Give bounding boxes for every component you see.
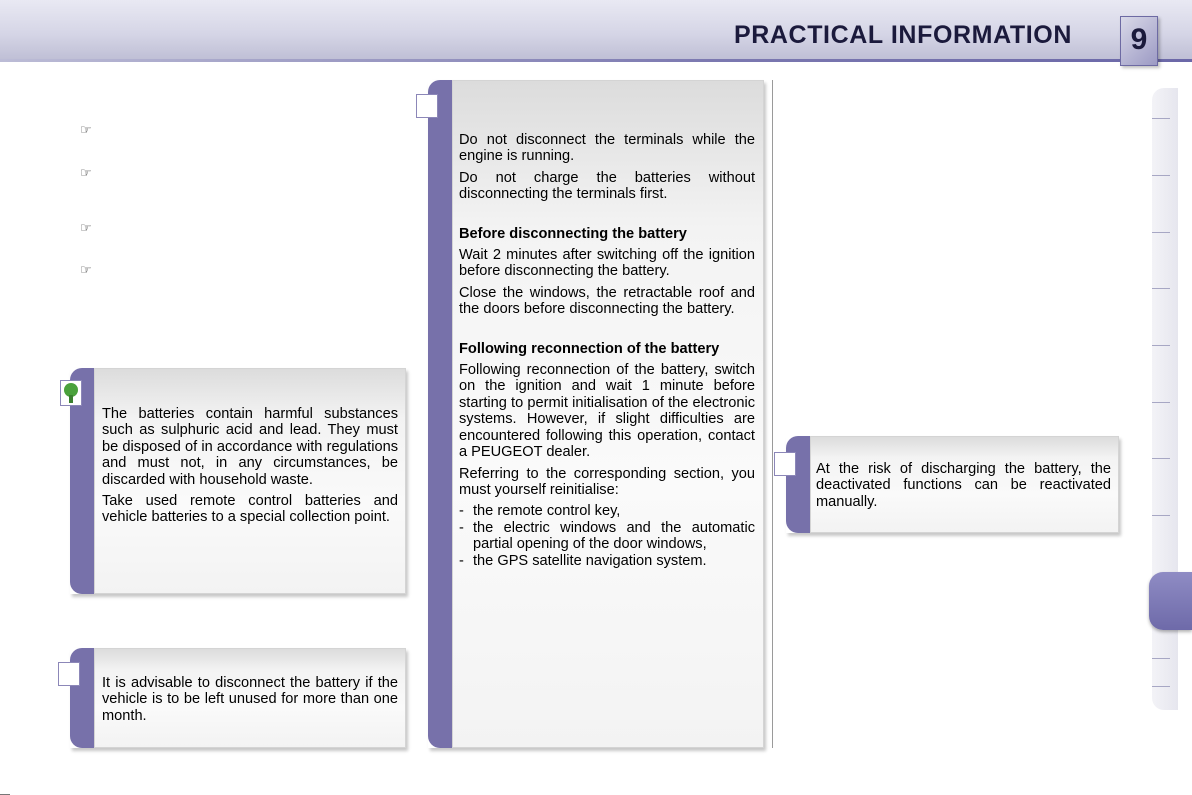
square-icon — [58, 662, 80, 686]
square-icon — [416, 94, 438, 118]
box-side-bar — [786, 436, 810, 533]
tab-divider — [1152, 118, 1170, 119]
section-heading: Before disconnecting the battery — [459, 225, 687, 242]
environment-box — [70, 368, 406, 594]
warning-intro: Do not disconnect the terminals while the engine is running. — [459, 132, 755, 165]
tab-divider — [1152, 175, 1170, 176]
tab-divider — [1152, 232, 1170, 233]
warning-box — [428, 80, 764, 748]
environment-paragraph: Take used remote control batteries and vehicle batteries to a special collection point. — [102, 493, 398, 526]
section-paragraph: Referring to the corresponding section, you must yourself reinitialise: — [459, 465, 755, 498]
reinitialise-list — [459, 503, 755, 569]
note-paragraph: At the risk of discharging the battery, the deactivated functions can be reactivated manually. — [816, 461, 1111, 510]
section-paragraph: Close the windows, the retractable roof and the doors before disconnecting the battery. — [459, 284, 755, 318]
note-box — [786, 436, 1119, 533]
chapter-tab — [1120, 16, 1158, 66]
warning-intro: Do not charge the batteries without disconnecting the terminals first. — [459, 169, 755, 203]
page-title: PRACTICAL INFORMATION — [733, 21, 1072, 49]
warning-text — [459, 132, 755, 569]
environment-paragraph: The batteries contain harmful substances such as sulphuric acid and lead. They must be disposed of in accordance with regulations and must not, in any circumstances, be discarded with household waste. — [102, 406, 398, 488]
tab-divider — [1152, 658, 1170, 659]
box-side-bar — [428, 80, 452, 748]
advice-box — [70, 648, 406, 748]
tab-divider — [1152, 515, 1170, 516]
tab-divider — [1152, 402, 1170, 403]
list-item: - the remote control key, — [459, 503, 621, 520]
tab-divider — [1152, 686, 1170, 687]
pointing-hand-icon: ☞ — [80, 220, 92, 235]
advice-text — [102, 675, 398, 729]
tab-divider — [1152, 458, 1170, 459]
note-text — [816, 461, 1111, 515]
tab-divider — [1152, 288, 1170, 289]
pointing-hand-icon: ☞ — [80, 122, 92, 137]
column-divider — [772, 80, 773, 748]
chapter-number: 9 — [1130, 23, 1148, 56]
pointing-hand-icon: ☞ — [80, 165, 92, 180]
tab-divider — [1152, 345, 1170, 346]
chapter-tab-active[interactable] — [1149, 572, 1192, 630]
section-paragraph: Wait 2 minutes after switching off the ignition before disconnecting the battery. — [459, 247, 755, 280]
tree-icon — [60, 380, 82, 406]
section-heading: Following reconnection of the battery — [459, 340, 720, 357]
section-paragraph: Following reconnection of the battery, switch on the ignition and wait 1 minute before starting to permit initialisation of the electronic systems. However, if slight difficulties are encountered following this operation, contact a PEUGEOT dealer. — [459, 362, 755, 461]
list-item: - the electric windows and the automatic partial opening of the door windows, — [459, 519, 755, 553]
list-item: - the GPS satellite navigation system. — [459, 552, 707, 569]
environment-text — [102, 406, 398, 531]
square-icon — [774, 452, 796, 476]
pointing-hand-icon: ☞ — [80, 262, 92, 277]
advice-paragraph: It is advisable to disconnect the battery if the vehicle is to be left unused for more than one month. — [102, 675, 398, 724]
